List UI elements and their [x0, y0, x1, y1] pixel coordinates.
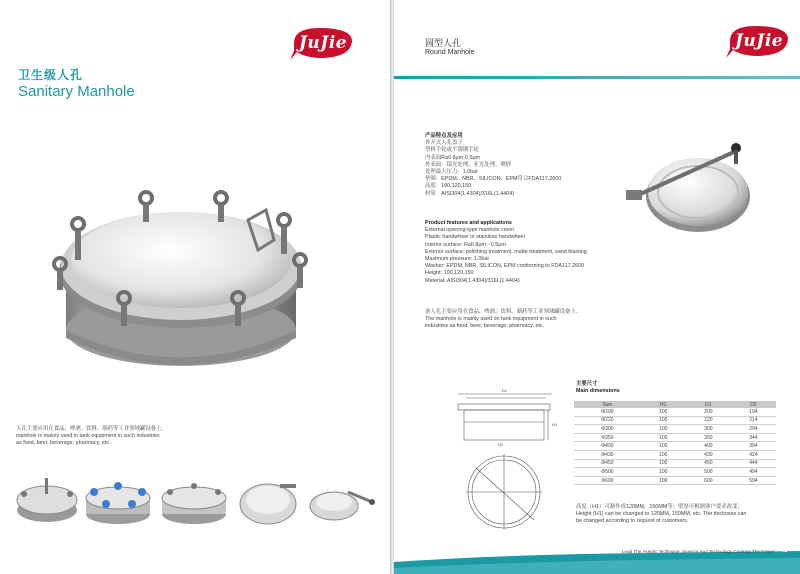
features-cn-title: 产品特点及应用	[425, 133, 463, 139]
note-en-1: Height (H1) can be changed to 120MM, 150MM, etc. The thickness can	[576, 511, 747, 518]
table-cell: 214	[731, 416, 776, 425]
page-title-en: Sanitary Manhole	[18, 83, 135, 100]
table-header: D1	[686, 401, 731, 408]
dims-title-cn: 主要尺寸	[576, 381, 598, 387]
table-cell: Φ450	[574, 459, 641, 468]
product-thumbnail-5	[304, 470, 376, 530]
table-row	[574, 468, 776, 477]
table-cell: 100	[641, 408, 686, 416]
features-en-item: Washer: EPDM, NBR, SILICON, EPM conforming to FDA117.2600	[425, 263, 585, 270]
section-title-en: Round Manhole	[425, 49, 475, 56]
table-cell: 444	[731, 459, 776, 468]
table-cell: 294	[731, 425, 776, 434]
features-en-item: Height: 100,120,150	[425, 270, 474, 277]
table-cell: 424	[731, 450, 776, 459]
table-cell: Φ430	[574, 450, 641, 459]
drawing-label-d1: D1	[502, 388, 508, 393]
table-row	[574, 416, 776, 425]
table-cell: 100	[641, 442, 686, 451]
table-cell: 430	[686, 450, 731, 459]
table-cell: Φ300	[574, 425, 641, 434]
features-en-item: External opening-type manhole cover	[425, 227, 515, 234]
table-cell: 194	[731, 408, 776, 416]
features-en-item: Maximum pressure: 1.0bar	[425, 256, 490, 263]
features-cn-item: 外开式人孔盖子	[425, 140, 463, 147]
header-rule	[394, 76, 800, 79]
table-cell: 400	[686, 442, 731, 451]
table-cell: 300	[686, 425, 731, 434]
intro-text-cn: 人孔主要应用在食品、啤酒、饮料、制药等工业领域罐设备上。	[16, 426, 167, 432]
page-number: 49	[780, 547, 788, 554]
features-en-item: Plastic handwheel or stainless handwheel	[425, 234, 525, 241]
drawing-label-h1: H1	[552, 422, 557, 427]
table-header: D2	[731, 401, 776, 408]
usage-en-1: The manhole is mainly used on tank equipment in such	[425, 316, 557, 323]
product-thumbnail-3	[158, 470, 230, 530]
table-row	[574, 442, 776, 451]
table-cell: 100	[641, 450, 686, 459]
table-cell: 100	[641, 459, 686, 468]
table-cell: 350	[686, 433, 731, 442]
table-cell: Φ220	[574, 416, 641, 425]
product-thumbnail-2	[82, 470, 154, 530]
table-cell: 100	[641, 468, 686, 477]
table-cell: Φ500	[574, 468, 641, 477]
usage-cn: 该人孔主要应用在食品、啤酒、饮料、制药等工业领域罐设备上。	[425, 309, 582, 315]
table-cell: 100	[641, 433, 686, 442]
note-en-2: be changed according to request of customers.	[576, 518, 689, 525]
table-cell: 494	[731, 468, 776, 477]
table-row	[574, 433, 776, 442]
product-thumbnail-1	[14, 470, 80, 530]
table-cell: 394	[731, 442, 776, 451]
dims-title-en: Main dimensions	[576, 388, 620, 395]
table-cell: 220	[686, 416, 731, 425]
table-row	[574, 425, 776, 434]
features-en-item: Interior surface: Ra0.8μm - 0.5μm	[425, 241, 506, 248]
features-cn-block	[425, 133, 561, 198]
table-header: Size	[574, 401, 641, 408]
table-row	[574, 459, 776, 468]
note-block	[576, 504, 746, 526]
intro-text-en-2: as food, beer, beverage, pharmacy, etc.	[16, 440, 111, 447]
table-cell: 594	[731, 476, 776, 485]
table-cell: Φ400	[574, 442, 641, 451]
table-header-row	[574, 401, 776, 408]
features-cn-item: 外表面：镜光处理、亚光处理、喷砂	[425, 161, 512, 168]
features-cn-item: 塑料手轮或不锈钢手轮	[425, 147, 479, 154]
table-cell: 100	[641, 416, 686, 425]
usage-en-2: industries as food, beer, beverage, pharmacy, etc.	[425, 323, 545, 330]
table-cell: 450	[686, 459, 731, 468]
table-cell: 500	[686, 468, 731, 477]
table-cell: 100	[641, 425, 686, 434]
dims-title-block	[576, 381, 620, 395]
features-cn-item: 垫圈：EPDM、NBR、SILICON、EPM符合FDA117.2600	[425, 176, 562, 183]
intro-text-en-1: manhole is mainly used in tank equipment in such industries	[16, 433, 160, 440]
drawing-label-d2: D2	[498, 442, 504, 447]
footer-slogan: Lead The Aseptic Technique, Science And Technology Creating The Future	[622, 549, 775, 554]
usage-block	[425, 309, 581, 331]
product-thumbnail-4	[236, 470, 300, 530]
table-header: H1	[641, 401, 686, 408]
features-en-item: Material: AISI304(1.4304)/316L(1.4404)	[425, 277, 520, 284]
features-en-title: Product features and applications	[425, 220, 512, 226]
brand-logo: JuJie	[724, 22, 794, 60]
features-cn-item: 内表面Ra0.8μm-0.5μm	[425, 154, 481, 161]
table-cell: Φ350	[574, 433, 641, 442]
sanitary-manhole-image	[38, 180, 323, 375]
features-en-block	[425, 220, 587, 285]
note-cn: 高度（H1）可制作成120MM，150MM等；壁厚可根据客户要求改变；	[576, 504, 743, 510]
table-cell: 344	[731, 433, 776, 442]
dimensions-table	[574, 401, 776, 485]
table-cell: 100	[641, 476, 686, 485]
features-cn-item: 材质：AISI304(1.4304)/316L(1.4404)	[425, 190, 514, 197]
table-cell: 600	[686, 476, 731, 485]
features-cn-item: 处理最大压力：1.0bar	[425, 169, 479, 176]
table-cell: Φ200	[574, 408, 641, 416]
technical-drawing	[452, 386, 557, 536]
intro-text	[16, 426, 167, 448]
table-cell: 200	[686, 408, 731, 416]
page-title-cn: 卫生级人孔	[18, 68, 84, 82]
left-page	[0, 0, 392, 574]
table-row	[574, 450, 776, 459]
features-en-item: Exterior surface: polishing treatment, matte treatment, sand blasting	[425, 248, 587, 255]
round-manhole-image	[624, 140, 774, 240]
table-cell: Φ600	[574, 476, 641, 485]
features-cn-item: 高度：100,120,150	[425, 183, 472, 190]
table-row	[574, 476, 776, 485]
section-title-cn: 圆型人孔	[425, 39, 462, 49]
brand-logo: JuJie	[288, 24, 358, 62]
table-row	[574, 408, 776, 416]
